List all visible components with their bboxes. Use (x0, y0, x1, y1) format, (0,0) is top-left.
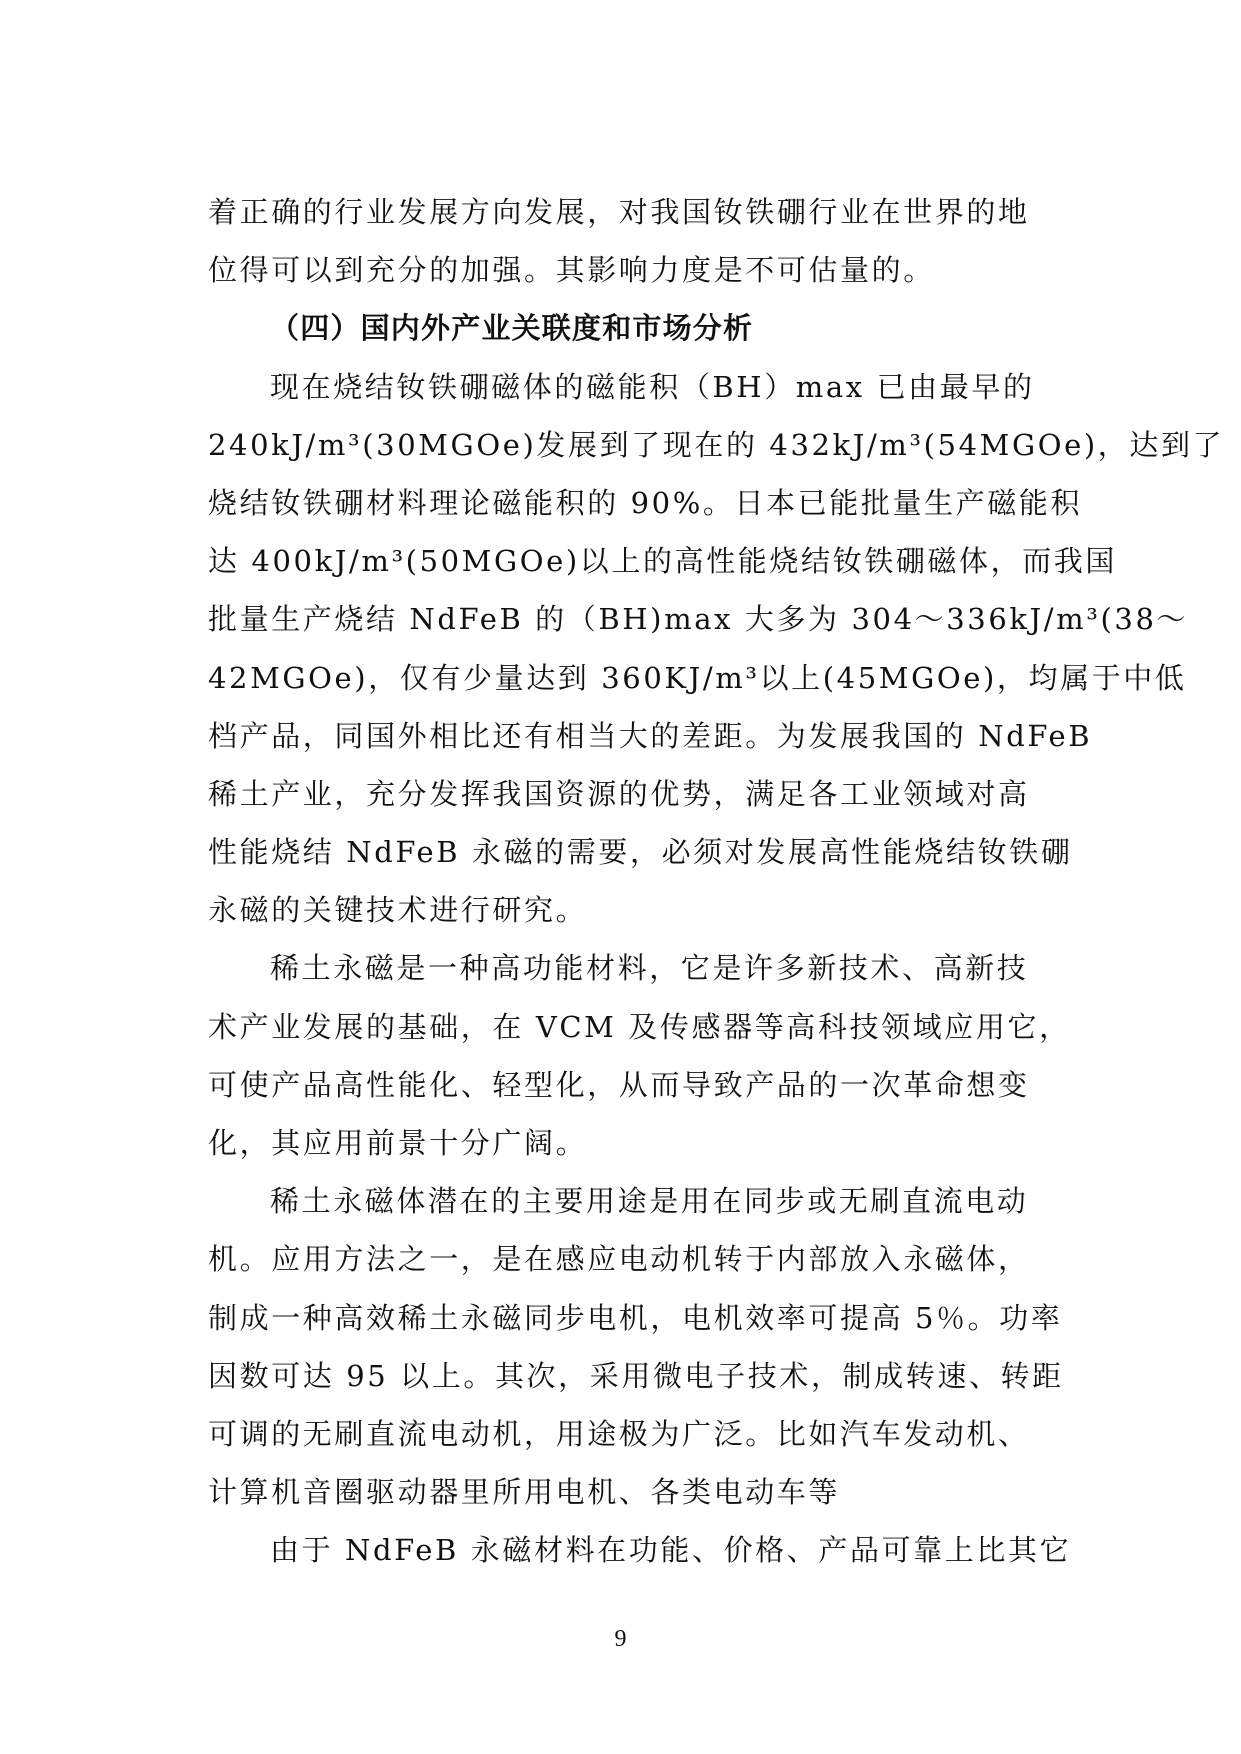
paragraph-first-line: 由于 NdFeB 永磁材料在功能、价格、产品可靠上比其它 (270, 1533, 1072, 1568)
paragraph-first-line: 现在烧结钕铁硼磁体的磁能积（BH）max 已由最早的 (270, 369, 1035, 404)
text-line: 达 400kJ/m³(50MGOe)以上的高性能烧结钕铁硼磁体，而我国 (208, 544, 1117, 579)
text-line: 稀土产业，充分发挥我国资源的优势，满足各工业领域对高 (208, 776, 1030, 811)
text-line: 永磁的关键技术进行研究。 (208, 893, 588, 928)
text-line: 制成一种高效稀土永磁同步电机，电机效率可提高 5％。功率 (208, 1300, 1063, 1335)
page-number: 9 (614, 1626, 627, 1652)
paragraph-first-line: 稀土永磁体潜在的主要用途是用在同步或无刷直流电动 (270, 1184, 1029, 1219)
text-line: 可调的无刷直流电动机，用途极为广泛。比如汽车发动机、 (208, 1416, 1030, 1451)
text-line: 位得可以到充分的加强。其影响力度是不可估量的。 (208, 253, 935, 288)
body-text (208, 183, 1225, 1580)
text-line: 化，其应用前景十分广阔。 (208, 1126, 588, 1160)
text-line: 240kJ/m³(30MGOe)发展到了现在的 432kJ/m³(54MGOe)，达到了 (208, 427, 1225, 462)
text-line: 术产业发展的基础，在 VCM 及传感器等高科技领域应用它， (208, 1009, 1071, 1044)
text-line: 机。应用方法之一，是在感应电动机转于内部放入永磁体， (208, 1242, 1030, 1277)
text-line: 档产品，同国外相比还有相当大的差距。为发展我国的 NdFeB (208, 718, 1093, 753)
text-line: 着正确的行业发展方向发展，对我国钕铁硼行业在世界的地 (208, 195, 1030, 229)
text-line: 烧结钕铁硼材料理论磁能积的 90%。日本已能批量生产磁能积 (208, 485, 1083, 520)
text-line: 因数可达 95 以上。其次，采用微电子技术，制成转速、转距 (208, 1358, 1064, 1393)
section-heading: （四）国内外产业关联度和市场分析 (270, 311, 754, 346)
text-line: 42MGOe)，仅有少量达到 360KJ/m³以上(45MGOe)，均属于中低 (208, 660, 1187, 695)
text-line: 性能烧结 NdFeB 永磁的需要，必须对发展高性能烧结钕铁硼 (208, 835, 1073, 870)
text-line: 可使产品高性能化、轻型化，从而导致产品的一次革命想变 (208, 1067, 1030, 1102)
text-line: 批量生产烧结 NdFeB 的（BH)max 大多为 304～336kJ/m³(38～ (208, 602, 1189, 637)
paragraph-first-line: 稀土永磁是一种高功能材料，它是许多新技术、高新技 (270, 951, 1029, 986)
text-line: 计算机音圈驱动器里所用电机、各类电动车等 (208, 1475, 841, 1510)
